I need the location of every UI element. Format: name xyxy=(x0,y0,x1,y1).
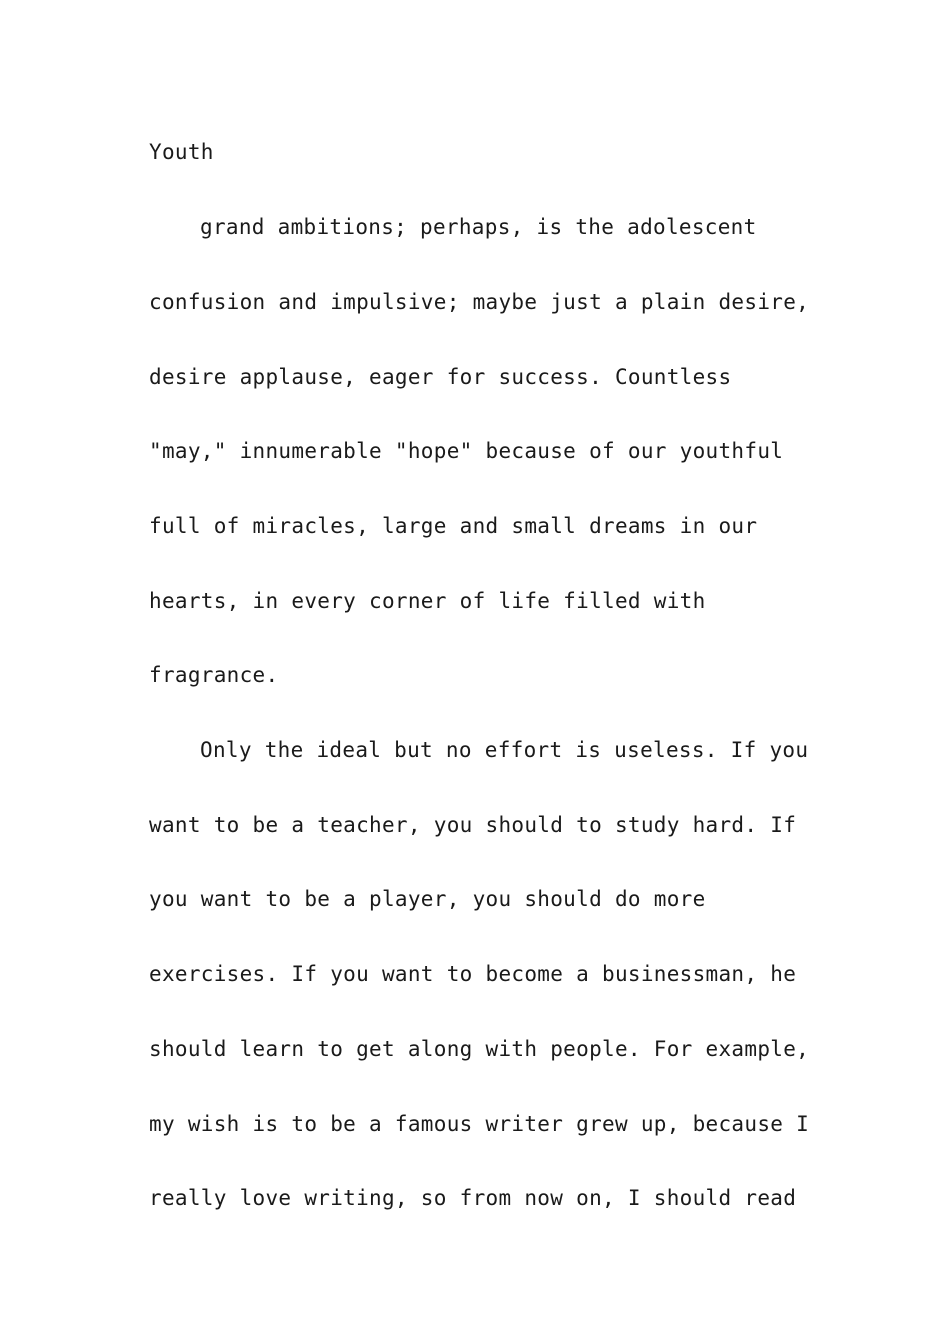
paragraph-2-line-2: want to be a teacher, you should to study hard. If xyxy=(149,813,797,837)
paragraph-2-line-3: you want to be a player, you should do more xyxy=(149,887,706,911)
paragraph-2-line-1: Only the ideal but no effort is useless. If you xyxy=(200,738,809,762)
paragraph-1-line-4: "may," innumerable "hope" because of our youthful xyxy=(149,439,784,463)
paragraph-1-line-1: grand ambitions; perhaps, is the adolescent xyxy=(200,215,757,239)
document-title: Youth xyxy=(149,140,214,164)
paragraph-2-line-4: exercises. If you want to become a businessman, he xyxy=(149,962,797,986)
paragraph-1-line-3: desire applause, eager for success. Countless xyxy=(149,365,732,389)
paragraph-2-line-7: really love writing, so from now on, I should read xyxy=(149,1186,797,1210)
paragraph-1-line-2: confusion and impulsive; maybe just a plain desire, xyxy=(149,290,810,314)
paragraph-1-line-7: fragrance. xyxy=(149,663,279,687)
paragraph-2-line-5: should learn to get along with people. For example, xyxy=(149,1037,810,1061)
paragraph-2-line-6: my wish is to be a famous writer grew up, because I xyxy=(149,1112,810,1136)
paragraph-1-line-6: hearts, in every corner of life filled with xyxy=(149,589,706,613)
paragraph-1-line-5: full of miracles, large and small dreams in our xyxy=(149,514,758,538)
